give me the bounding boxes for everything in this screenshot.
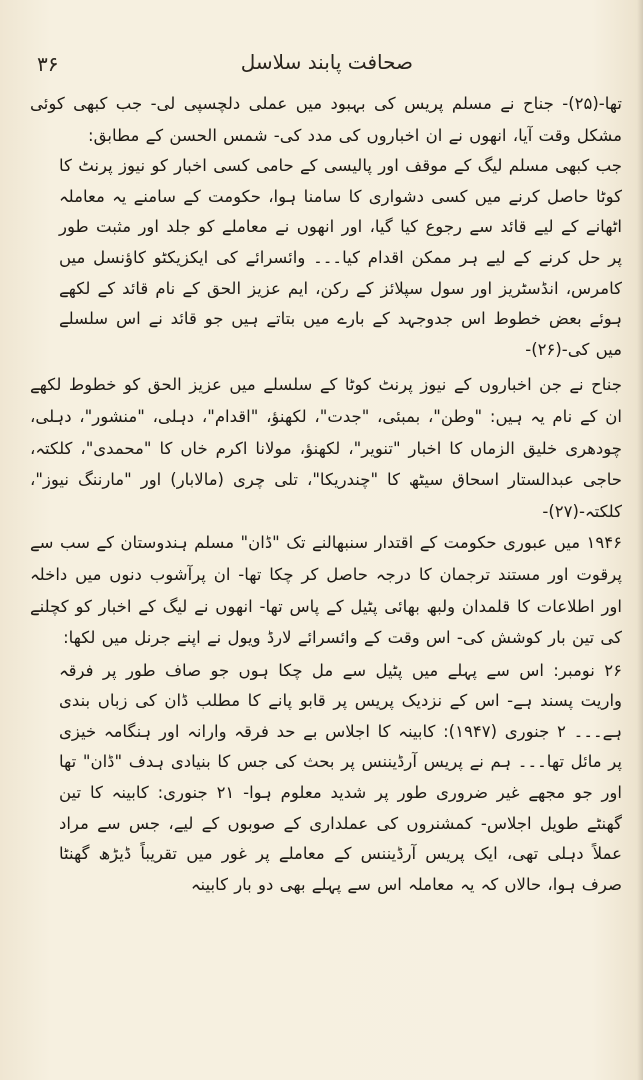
body-text — [30, 88, 622, 900]
block-quote-2: ۲۶ نومبر: اس سے پہلے میں پٹیل سے مل چکا ہوں جو صاف طور پر فرقہ واریت پسند ہے- اس کے نزدیک پریس پر قابو پانے کا مطلب ڈان کی زباں بندی ہے۔۔۔ ۲ جنوری (۱۹۴۷): کابینہ کا اجلاس بے حد فرقہ وارانہ اور ہنگامہ خیزی پر مائل تھا۔۔۔ ہم نے پریس آرڈیننس پر بحث کی جس کا بنیادی ہدف "ڈان" تھا اور جو مجھے غیر ضروری طور پر شدید معلوم ہوا- ۲۱ جنوری: کابینہ کا تین گھنٹے طویل اجلاس- کمشنروں کی عملداری کے صوبوں کے لیے، جس سے مراد عملاً دہلی تھی، ایک پریس آرڈیننس کے معاملے پر غور میں تقریباً ڈیڑھ گھنٹا صرف ہوا، حالاں کہ یہ معاملہ اس سے پہلے بھی دو بار کابینہ — [59, 660, 622, 894]
running-title: صحافت پابند سلاسل — [240, 50, 413, 74]
running-head — [0, 50, 643, 80]
page-number: ۳۶ — [37, 52, 59, 76]
block-quote-1: جب کبھی مسلم لیگ کے موقف اور پالیسی کے حامی کسی اخبار کو نیوز پرنٹ کا کوٹا حاصل کرنے میں کسی دشواری کا سامنا ہوا، حکومت کے سامنے یہ معاملہ اٹھانے کے لیے قائد سے رجوع کیا گیا، اور انھوں نے معاملے کو جلد اور مثبت طور پر حل کرنے کے لیے ہر ممکن اقدام کیا۔۔۔ وائسرائے کی ایکزیکٹو کاؤنسل میں کامرس، انڈسٹریز اور سول سپلائز کے رکن، ایم عزیز الحق کے نام قائد کے لکھے ہوئے بعض خطوط اس جدوجہد کے بارے میں بتاتے ہیں جو قائد نے اس سلسلے میں کی-(۲۶)- — [59, 156, 622, 359]
paragraph-1: تھا-(۲۵)- جناح نے مسلم پریس کی بہبود میں عملی دلچسپی لی- جب کبھی کوئی مشکل وقت آیا، انھوں نے ان اخباروں کی مدد کی- شمس الحسن کے مطابق: — [30, 94, 622, 145]
paragraph-3: ۱۹۴۶ میں عبوری حکومت کے اقتدار سنبھالنے تک "ڈان" مسلم ہندوستان کے سب سے پرقوت اور مستند ترجمان کا درجہ حاصل کر چکا تھا- ان پرآشوب دنوں میں داخلہ اور اطلاعات کا قلمدان ولبھ بھائی پٹیل کے پاس تھا- انھوں نے لیگ کے اخبار کو کچلنے کی تین بار کوشش کی- اس وقت کے وائسرائے لارڈ ویول نے اپنے جرنل میں لکھا: — [30, 533, 622, 648]
paragraph-2: جناح نے جن اخباروں کے نیوز پرنٹ کوٹا کے سلسلے میں عزیز الحق کو خطوط لکھے ان کے نام یہ ہیں: "وطن"، بمبئی، "جدت"، لکھنؤ، "اقدام"، دہلی، "منشور"، دہلی، چودھری خلیق الزماں کا اخبار "تنویر"، لکھنؤ، مولانا اکرم خاں کا "محمدی"، کلکتہ، حاجی عبدالستار اسحاق سیٹھ کا "چندریکا"، تلی چری (مالابار) اور "مارننگ نیوز"، کلکتہ-(۲۷)- — [30, 375, 622, 521]
